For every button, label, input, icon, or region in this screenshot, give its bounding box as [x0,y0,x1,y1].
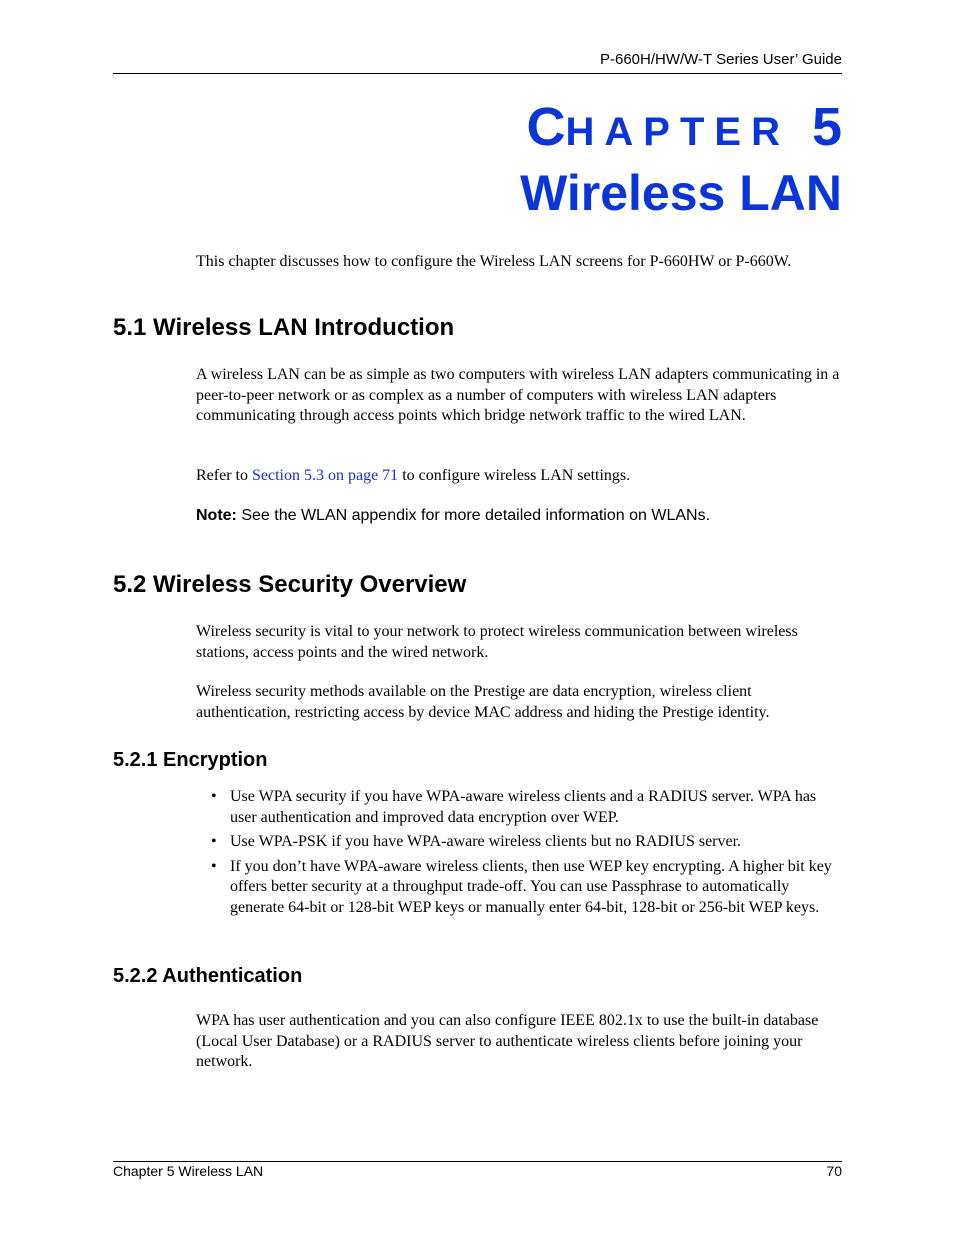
section-5-3-link[interactable]: Section 5.3 on page 71 [251,467,399,484]
list-item: • Use WPA-PSK if you have WPA-aware wireless clients but no RADIUS server. [211,832,843,853]
wlan-note [196,507,710,525]
header-divider [113,73,842,74]
section-5-1-refer [196,466,844,487]
chapter-label [526,97,843,157]
section-heading-5-2-2: 5.2.2 Authentication [113,965,303,987]
section-5-2-paragraph-2: Wireless security methods available on the Prestige are data encryption, wireless client authentication, restricting access by device MAC address and hiding the Prestige identity. [196,683,770,721]
section-heading-5-2-1: 5.2.1 Encryption [113,749,268,771]
section-5-2-paragraph-1: Wireless security is vital to your network to protect wireless communication between wireless stations, access points and the wired network. [196,623,798,661]
section-5-1-paragraph: A wireless LAN can be as simple as two computers with wireless LAN adapters communicating in a peer-to-peer network or as complex as a number of computers with wireless LAN adapters communicating through access points which bridge network traffic to the wired LAN. [196,366,840,424]
section-heading-5-1: 5.1 Wireless LAN Introduction [113,314,455,341]
refer-prefix: Refer to [196,467,252,484]
refer-suffix: to configure wireless LAN settings. [398,467,631,484]
running-header-title: P-660H/HW/W-T Series User’ Guide [599,51,842,68]
section-heading-5-2: 5.2 Wireless Security Overview [113,571,467,598]
page-number: 70 [826,1163,842,1179]
chapter-label-rest: HAPTER [565,110,790,154]
encryption-bullet-list [211,787,843,922]
chapter-label-initial: C [526,97,566,157]
footer-divider [113,1161,842,1162]
list-item: • Use WPA security if you have WPA-aware wireless clients and a RADIUS server. WPA has user authentication and improved data encryption over WEP. [211,787,843,828]
footer-chapter-name: Chapter 5 Wireless LAN [113,1163,264,1179]
note-label: Note: [196,507,237,524]
note-text: See the WLAN appendix for more detailed information on WLANs. [236,507,711,524]
section-5-2-2-paragraph: WPA has user authentication and you can also configure IEEE 802.1x to use the built-in database (Local User Database) or a RADIUS server to authenticate wireless clients before joining your network. [196,1012,819,1070]
chapter-title: Wireless LAN [520,165,842,221]
chapter-intro: This chapter discusses how to configure the Wireless LAN screens for P-660HW or P-660W. [196,253,792,270]
chapter-number: 5 [811,97,842,157]
list-item: • If you don’t have WPA-aware wireless clients, then use WEP key encrypting. A higher bit key offers better security at a throughput trade-off. You can use Passphrase to automatically generate 64-bit or 128-bit WEP keys or manually enter 64-bit, 128-bit or 256-bit WEP keys. [211,857,843,919]
